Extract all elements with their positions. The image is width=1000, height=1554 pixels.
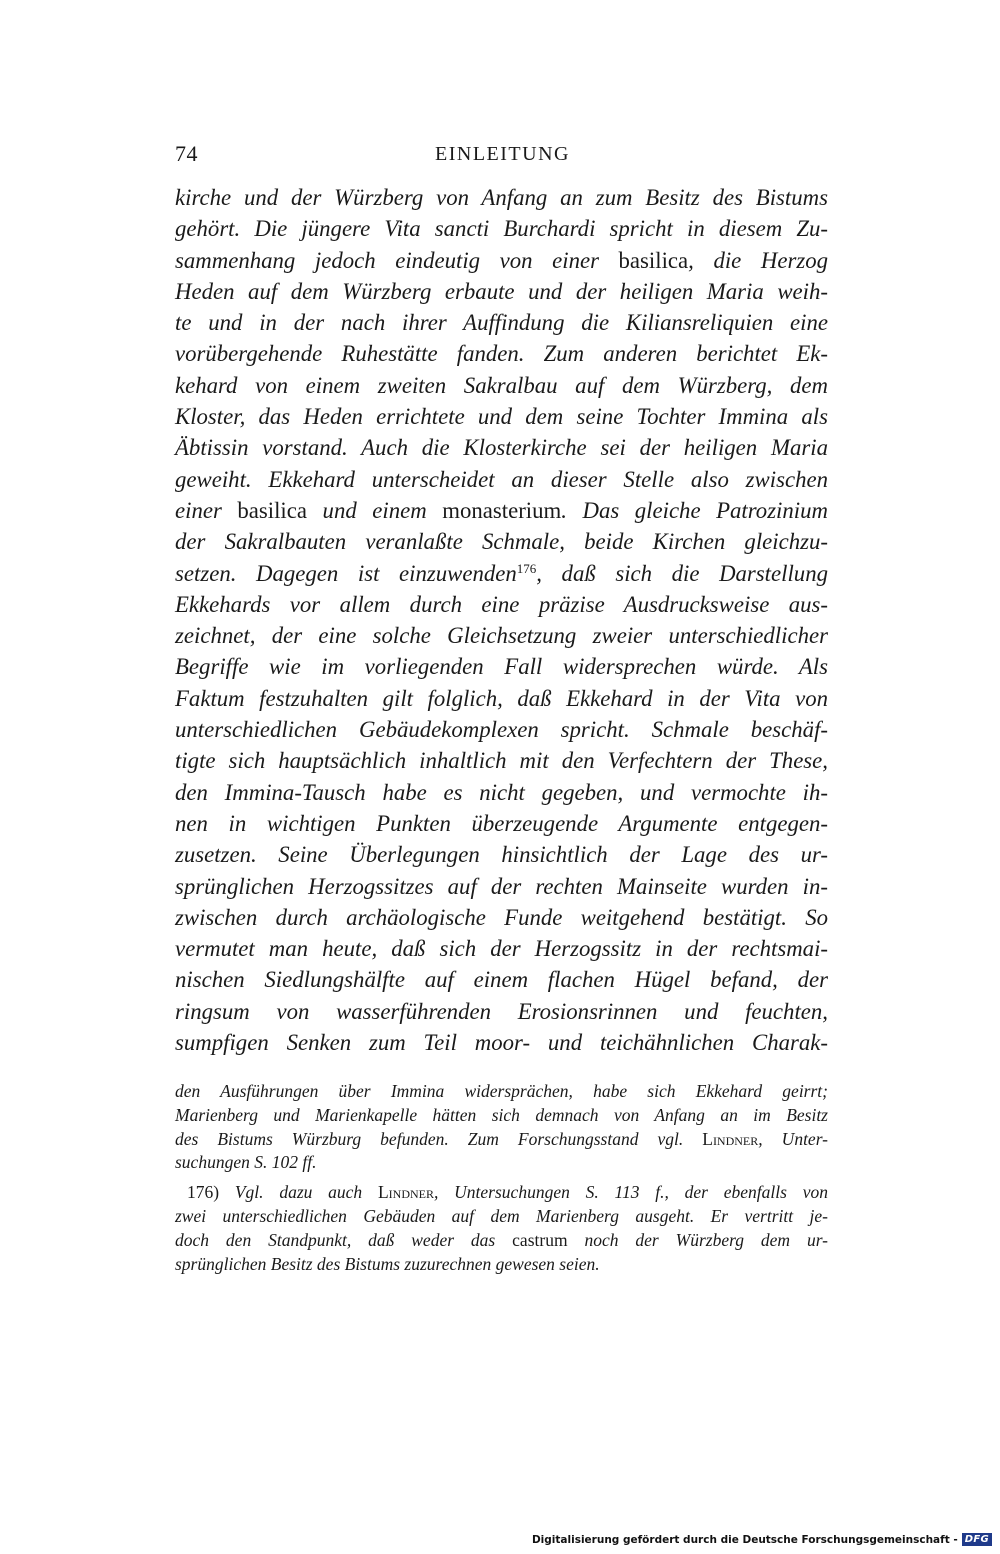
text-line: Kloster, das Heden errichtete und dem seine Tochter Immina als — [175, 404, 828, 430]
text-line: kirche und der Würzberg von Anfang an zum Besitz des Bistums — [175, 185, 828, 210]
text-line: te und in der nach ihrer Auffindung die Kiliansreliquien eine — [175, 310, 828, 336]
footnote-line: zwei unterschiedlichen Gebäuden auf dem Marienberg ausgeht. Er vertritt je- — [175, 1205, 828, 1226]
author-name: Lindner — [377, 1182, 434, 1203]
text-line: nen in wichtigen Punkten überzeugende Argumente entgegen- — [175, 810, 828, 836]
text-line: einer basilica und einem monasterium. Das gleiche Patrozinium — [175, 497, 828, 523]
footer-credit — [532, 1533, 992, 1546]
text-line: sumpfigen Senken zum Teil moor- und teichähnlichen Charak- — [175, 1030, 828, 1056]
text-line: vorübergehende Ruhestätte fanden. Zum anderen berichtet Ek- — [175, 341, 828, 367]
text-line: Heden auf dem Würzberg erbaute und der heiligen Maria weih- — [175, 278, 828, 304]
footer-credit-text: Digitalisierung gefördert durch die Deutsche Forschungsgemeinschaft - — [531, 1533, 958, 1546]
footnote-ref: 176 — [516, 560, 537, 576]
upright-term: monasterium — [442, 497, 562, 523]
text-line: vermutet man heute, daß sich der Herzogssitz in der rechtsmai- — [175, 936, 828, 962]
footnote-line: doch den Standpunkt, daß weder das castrum noch der Würzberg dem ur- — [175, 1229, 828, 1250]
text-line: zusetzen. Seine Überlegungen hinsichtlich der Lage des ur- — [175, 842, 828, 868]
text-line: zwischen durch archäologische Funde weitgehend bestätigt. So — [175, 904, 828, 930]
text-line: zeichnet, der eine solche Gleichsetzung zweier unterschiedlicher — [175, 623, 828, 649]
upright-term: 176) — [187, 1182, 220, 1203]
text-line: geweiht. Ekkehard unterscheidet an dieser Stelle also zwischen — [175, 466, 828, 492]
text-line: gehört. Die jüngere Vita sancti Burchardi spricht in diesem Zu- — [175, 216, 828, 242]
upright-term: basilica — [618, 247, 689, 273]
text-line: Äbtissin vorstand. Auch die Klosterkirche sei der heiligen Maria — [175, 435, 828, 461]
author-name: Lindner — [702, 1128, 759, 1149]
text-line: ringsum von wasserführenden Erosionsrinnen und feuchten, — [175, 998, 828, 1024]
footnote-line: den Ausführungen über Immina widersprächen, habe sich Ekkehard geirrt; — [175, 1081, 828, 1101]
text-line: kehard von einem zweiten Sakralbau auf dem Würzberg, dem — [175, 372, 828, 398]
main-text — [175, 182, 828, 1058]
upright-term: basilica — [237, 497, 308, 523]
running-head: EINLEITUNG — [435, 143, 570, 165]
text-line: Begriffe wie im vorliegenden Fall widersprechen würde. Als — [175, 654, 828, 680]
text-line: den Immina-Tausch habe es nicht gegeben, und vermochte ih- — [175, 779, 828, 805]
footnote-line: des Bistums Würzburg befunden. Zum Forschungsstand vgl. Lindner, Unter- — [175, 1128, 828, 1149]
text-line: unterschiedlichen Gebäudekomplexen spricht. Schmale beschäf- — [175, 717, 828, 743]
text-line: sammenhang jedoch eindeutig von einer basilica, die Herzog — [175, 247, 828, 273]
text-line: sprünglichen Herzogssitzes auf der rechten Mainseite wurden in- — [175, 873, 828, 899]
text-line: tigte sich hauptsächlich inhaltlich mit den Verfechtern der These, — [175, 748, 828, 774]
text-line: nischen Siedlungshälfte auf einem flachen Hügel befand, der — [175, 967, 828, 993]
page-number: 74 — [175, 141, 198, 166]
footnote-line: 176) Vgl. dazu auch Lindner, Untersuchungen S. 113 f., der ebenfalls von — [187, 1182, 828, 1203]
dfg-logo: DFG — [962, 1533, 992, 1546]
footnote-line: Marienberg und Marienkapelle hätten sich demnach von Anfang an im Besitz — [175, 1104, 828, 1125]
footnote-line: suchungen S. 102 ff. — [175, 1152, 317, 1173]
footnote-line: sprünglichen Besitz des Bistums zuzurechnen gewesen seien. — [175, 1253, 600, 1274]
text-line: Faktum festzuhalten gilt folglich, daß Ekkehard in der Vita von — [175, 685, 828, 711]
text-line: Ekkehards vor allem durch eine präzise Ausdrucksweise aus- — [175, 591, 828, 617]
footnotes — [175, 1080, 828, 1276]
text-line: setzen. Dagegen ist einzuwenden$^{176}$, daß sich die Darstellung — [175, 560, 828, 586]
upright-term: castrum — [512, 1229, 568, 1250]
text-line: der Sakralbauten veranlaßte Schmale, beide Kirchen gleichzu- — [175, 529, 828, 555]
